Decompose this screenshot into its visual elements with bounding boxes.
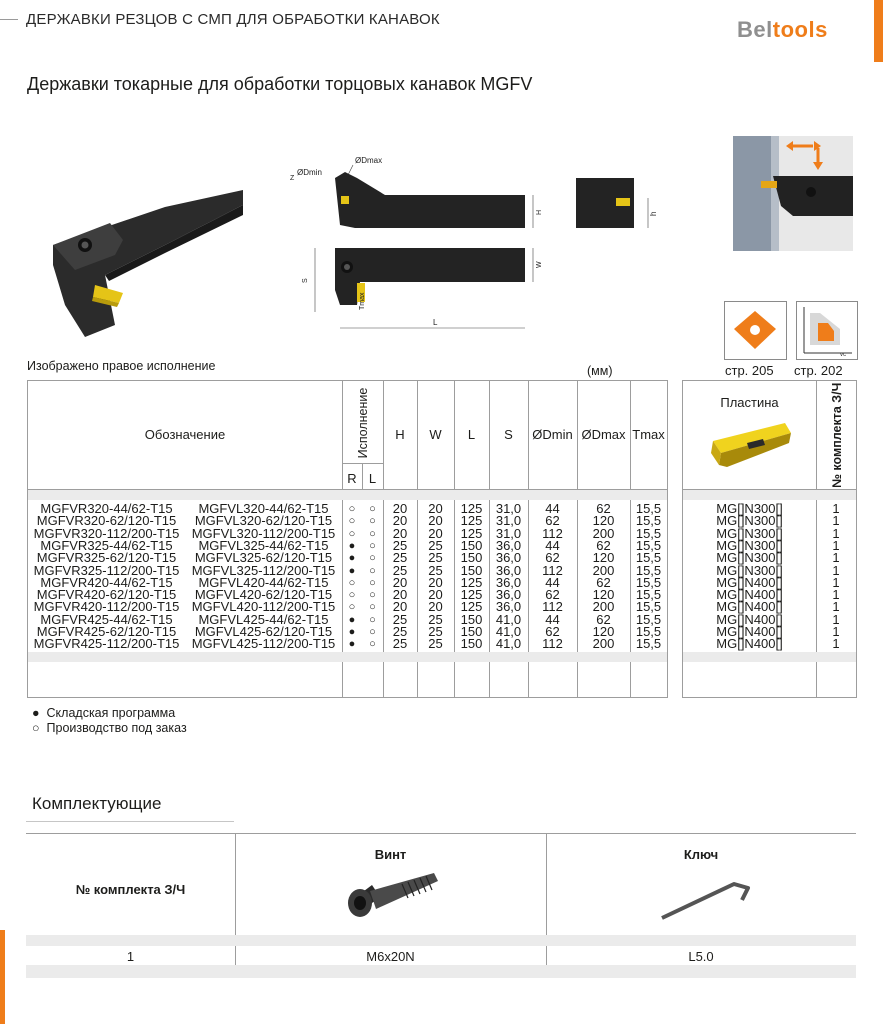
page-title: Державки токарные для обработки торцовых канавок MGFV <box>27 74 533 94</box>
cell-tmax: 15,5 <box>635 562 662 578</box>
cell-h: 25 <box>392 624 408 639</box>
cell-right: MGFVR320-112/200-T15 <box>33 525 180 541</box>
cell-w: 20 <box>428 574 443 590</box>
insert-image <box>705 419 795 479</box>
cell-insert: MG[]N300[] <box>716 525 783 541</box>
cell-h: 20 <box>392 587 408 603</box>
logo-part-1: Bel <box>737 17 773 42</box>
insert-row <box>683 638 856 650</box>
cell-lv: ○ <box>369 613 376 626</box>
tool-holder-image <box>45 185 245 340</box>
dimension-drawing <box>285 150 555 335</box>
cell-left: MGFVL325-62/120-T15 <box>194 550 333 566</box>
cell-tmax: 15,5 <box>635 636 662 652</box>
cell-dmin: 62 <box>545 513 560 529</box>
col-l: L <box>467 427 476 442</box>
cell-right: MGFVR420-44/62-T15 <box>40 574 173 590</box>
cell-dmin: 44 <box>545 537 560 553</box>
holder-table <box>27 380 668 698</box>
cell-h: 25 <box>392 537 408 553</box>
col-tmax: Tmax <box>632 427 665 442</box>
cell-left: MGFVL325-112/200-T15 <box>191 562 336 578</box>
label-h: H <box>536 209 543 215</box>
side-view-drawing <box>570 168 670 238</box>
cell-dmin: 44 <box>545 574 560 590</box>
cell-l: 125 <box>460 501 483 516</box>
cell-insert: MG[]N400[] <box>716 574 783 590</box>
col-h: H <box>395 427 405 442</box>
cell-lv: ○ <box>369 601 376 614</box>
cell-dmax: 120 <box>592 587 615 603</box>
label-dmax: ØDmax <box>355 156 383 165</box>
cell-lv: ○ <box>369 576 376 589</box>
cell-r: ● <box>348 613 356 626</box>
cell-lv: ○ <box>369 638 376 651</box>
cell-s: 41,0 <box>495 624 522 639</box>
cell-l: 150 <box>460 537 483 553</box>
units-label: (мм) <box>587 364 613 378</box>
cell-lv: ○ <box>369 515 376 528</box>
col-dmax: ØDmax <box>581 427 626 442</box>
cell-l: 125 <box>460 513 483 529</box>
legend-stock <box>32 706 175 720</box>
cell-w: 20 <box>428 525 443 541</box>
cell-kit: 1 <box>832 537 840 553</box>
acc-col-kit: № комплекта З/Ч <box>75 882 186 897</box>
cell-tmax: 15,5 <box>635 574 662 590</box>
cell-w: 25 <box>428 624 443 639</box>
cell-lv: ○ <box>369 539 376 552</box>
cell-s: 36,0 <box>495 599 522 615</box>
cell-insert: MG[]N300[] <box>716 513 783 529</box>
cell-s: 36,0 <box>495 587 522 603</box>
cell-tmax: 15,5 <box>635 525 662 541</box>
col-kit: № комплекта З/Ч <box>830 382 844 488</box>
cell-left: MGFVL320-62/120-T15 <box>194 513 333 529</box>
header-rule <box>0 19 18 20</box>
cell-lv: ○ <box>369 552 376 565</box>
cell-w: 25 <box>428 562 443 578</box>
col-w: W <box>429 427 442 442</box>
cell-r: ● <box>348 638 356 651</box>
cell-kit: 1 <box>832 550 840 566</box>
cell-r: ● <box>348 564 356 577</box>
cell-kit: 1 <box>832 587 840 603</box>
cell-s: 31,0 <box>495 501 522 516</box>
cell-left: MGFVL325-44/62-T15 <box>198 537 329 553</box>
cell-dmin: 62 <box>545 624 560 639</box>
cell-l: 125 <box>460 574 483 590</box>
cell-l: 150 <box>460 562 483 578</box>
cell-w: 25 <box>428 611 443 627</box>
cell-w: 25 <box>428 537 443 553</box>
col-insert: Пластина <box>720 395 779 410</box>
col-l-version: L <box>368 471 377 486</box>
cell-left: MGFVL425-62/120-T15 <box>194 624 333 639</box>
cell-h: 25 <box>392 611 408 627</box>
cell-r: ○ <box>348 589 356 602</box>
cell-dmax: 62 <box>596 501 611 516</box>
cell-l: 125 <box>460 599 483 615</box>
cell-insert: MG[]N400[] <box>716 624 783 639</box>
cell-tmax: 15,5 <box>635 501 662 516</box>
acc-screw-value: M6x20N <box>366 949 415 964</box>
cell-tmax: 15,5 <box>635 624 662 639</box>
cell-kit: 1 <box>832 513 840 529</box>
cell-left: MGFVL425-112/200-T15 <box>191 636 336 652</box>
cell-s: 36,0 <box>495 550 522 566</box>
cell-h: 20 <box>392 574 408 590</box>
label-dmin: ØDmin <box>297 168 322 177</box>
cell-l: 150 <box>460 550 483 566</box>
brand-logo <box>737 17 828 43</box>
cell-h: 25 <box>392 562 408 578</box>
cell-w: 20 <box>428 599 443 615</box>
cell-r: ● <box>348 552 356 565</box>
cell-tmax: 15,5 <box>635 587 662 603</box>
cell-l: 125 <box>460 525 483 541</box>
cell-s: 36,0 <box>495 574 522 590</box>
cell-insert: MG[]N400[] <box>716 611 783 627</box>
cell-dmax: 62 <box>596 537 611 553</box>
cell-w: 25 <box>428 550 443 566</box>
cell-s: 31,0 <box>495 525 522 541</box>
cell-s: 36,0 <box>495 537 522 553</box>
cell-right: MGFVR320-62/120-T15 <box>36 513 177 529</box>
cell-l: 150 <box>460 636 483 652</box>
cell-dmin: 62 <box>545 587 560 603</box>
insert-icon <box>724 301 787 360</box>
cell-w: 20 <box>428 501 443 516</box>
image-caption: Изображено правое исполнение <box>27 359 216 373</box>
stock-dot-icon: ● <box>32 706 40 720</box>
cell-dmax: 62 <box>596 611 611 627</box>
cell-dmin: 62 <box>545 550 560 566</box>
operation-image <box>733 136 853 251</box>
cell-dmax: 120 <box>592 624 615 639</box>
cell-kit: 1 <box>832 611 840 627</box>
cell-left: MGFVL425-44/62-T15 <box>198 611 329 627</box>
cell-insert: MG[]N400[] <box>716 636 783 652</box>
cell-h: 20 <box>392 599 408 615</box>
cell-s: 41,0 <box>495 636 522 652</box>
cell-right: MGFVR325-44/62-T15 <box>40 537 173 553</box>
cell-tmax: 15,5 <box>635 611 662 627</box>
cell-dmax: 200 <box>592 525 615 541</box>
section-header: ДЕРЖАВКИ РЕЗЦОВ С СМП ДЛЯ ОБРАБОТКИ КАНАВОК <box>26 11 440 28</box>
screw-icon <box>342 867 442 927</box>
cell-dmax: 120 <box>592 513 615 529</box>
label-tmax: Tmax <box>359 292 366 310</box>
cell-h: 20 <box>392 525 408 541</box>
cell-dmax: 62 <box>596 574 611 590</box>
cell-kit: 1 <box>832 624 840 639</box>
cell-s: 31,0 <box>495 513 522 529</box>
cell-tmax: 15,5 <box>635 550 662 566</box>
cell-insert: MG[]N300[] <box>716 550 783 566</box>
cell-dmin: 44 <box>545 611 560 627</box>
cell-kit: 1 <box>832 501 840 516</box>
cell-tmax: 15,5 <box>635 599 662 615</box>
accent-bar-left <box>0 930 5 1024</box>
cell-dmax: 200 <box>592 599 615 615</box>
label-s: S <box>302 278 309 283</box>
cell-lv: ○ <box>369 527 376 540</box>
cell-lv: ○ <box>369 626 376 638</box>
col-r: R <box>347 471 357 486</box>
cell-insert: MG[]N400[] <box>716 599 783 615</box>
cell-right: MGFVR425-62/120-T15 <box>36 624 177 639</box>
cell-left: MGFVL320-44/62-T15 <box>198 501 329 516</box>
acc-kit-value: 1 <box>126 949 135 964</box>
cell-r: ○ <box>348 601 356 614</box>
cell-right: MGFVR325-62/120-T15 <box>36 550 177 566</box>
accent-bar-right <box>874 0 883 62</box>
cell-s: 41,0 <box>495 611 522 627</box>
table-row <box>28 638 667 650</box>
cell-dmin: 44 <box>545 501 560 516</box>
cell-dmin: 112 <box>542 599 563 615</box>
accessories-underline <box>26 821 234 822</box>
cutting-data-icon <box>796 301 858 360</box>
acc-col-key: Ключ <box>683 847 719 862</box>
cell-kit: 1 <box>832 636 840 652</box>
cell-r: ● <box>348 626 356 638</box>
cell-left: MGFVL420-44/62-T15 <box>198 574 329 590</box>
legend-order <box>32 721 187 735</box>
insert-page-ref: стр. 205 <box>725 363 774 378</box>
accessories-table <box>26 833 856 978</box>
cell-left: MGFVL420-62/120-T15 <box>194 587 333 603</box>
order-circle-icon: ○ <box>32 721 40 735</box>
label-l: L <box>433 318 438 327</box>
col-s: S <box>504 427 513 442</box>
cell-dmax: 200 <box>592 562 615 578</box>
cell-r: ● <box>348 539 356 552</box>
cell-dmin: 112 <box>542 525 563 541</box>
cell-insert: MG[]N400[] <box>716 587 783 603</box>
accessories-title: Комплектующие <box>32 794 162 813</box>
cell-r: ○ <box>348 515 356 528</box>
cell-insert: MG[]N300[] <box>716 562 783 578</box>
cell-h: 20 <box>392 513 408 529</box>
col-designation: Обозначение <box>144 427 226 442</box>
cell-tmax: 15,5 <box>635 513 662 529</box>
cell-lv: ○ <box>369 503 376 515</box>
cell-left: MGFVL420-112/200-T15 <box>191 599 336 615</box>
cell-insert: MG[]N300[] <box>716 537 783 553</box>
cell-l: 125 <box>460 587 483 603</box>
cell-l: 150 <box>460 624 483 639</box>
cell-h: 25 <box>392 636 408 652</box>
cell-h: 25 <box>392 550 408 566</box>
col-dmin: ØDmin <box>532 427 573 442</box>
cell-w: 20 <box>428 513 443 529</box>
label-z: Z <box>290 175 295 182</box>
legend-stock-label: Складская программа <box>46 706 176 720</box>
cell-dmin: 112 <box>542 562 563 578</box>
hex-key-icon <box>656 874 756 924</box>
acc-key-value: L5.0 <box>688 949 714 964</box>
cell-r: ○ <box>348 576 356 589</box>
cutting-page-ref: стр. 202 <box>794 363 843 378</box>
cell-w: 20 <box>428 587 443 603</box>
cell-dmax: 120 <box>592 550 615 566</box>
cell-right: MGFVR420-112/200-T15 <box>33 599 180 615</box>
cell-kit: 1 <box>832 599 840 615</box>
cell-kit: 1 <box>832 574 840 590</box>
cell-right: MGFVR425-44/62-T15 <box>40 611 173 627</box>
cell-insert: MG[]N300[] <box>716 501 783 516</box>
cell-r: ○ <box>348 527 356 540</box>
logo-part-2: tools <box>772 17 828 42</box>
cell-dmax: 200 <box>592 636 615 652</box>
cell-tmax: 15,5 <box>635 537 662 553</box>
label-vc: vc <box>840 352 846 358</box>
cell-kit: 1 <box>832 525 840 541</box>
cell-right: MGFVR425-112/200-T15 <box>33 636 180 652</box>
col-version: Исполнение <box>356 387 370 459</box>
cell-lv: ○ <box>369 589 376 602</box>
cell-l: 150 <box>460 611 483 627</box>
cell-lv: ○ <box>369 564 376 577</box>
insert-table <box>682 380 857 698</box>
cell-right: MGFVR320-44/62-T15 <box>40 501 173 516</box>
cell-r: ○ <box>348 503 356 515</box>
label-h-small: h <box>649 211 658 216</box>
label-w: W <box>536 261 543 268</box>
cell-right: MGFVR325-112/200-T15 <box>33 562 180 578</box>
acc-col-screw: Винт <box>374 847 407 862</box>
legend-order-label: Производство под заказ <box>46 721 187 735</box>
cell-right: MGFVR420-62/120-T15 <box>36 587 177 603</box>
cell-s: 36,0 <box>495 562 522 578</box>
cell-dmin: 112 <box>542 636 563 652</box>
cell-w: 25 <box>428 636 443 652</box>
cell-h: 20 <box>392 501 408 516</box>
cell-left: MGFVL320-112/200-T15 <box>191 525 336 541</box>
cell-kit: 1 <box>832 562 840 578</box>
